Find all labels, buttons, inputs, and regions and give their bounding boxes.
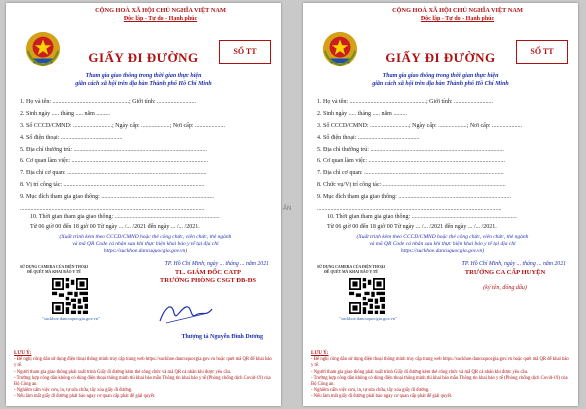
signatory-title: TRƯỞNG CA CẤP HUYỆN: [464, 269, 546, 276]
header-motto: Độc lập - Tự do - Hạnh phúc: [123, 16, 198, 22]
header-country: CỘNG HOÀ XÃ HỘI CHỦ NGHĨA VIỆT NAM: [95, 7, 226, 14]
handwritten-signature: [156, 299, 216, 327]
note-item: - Nếu làm mất giấy đi đường phải báo ngay cơ quan cấp phát để giải quyết.: [14, 394, 156, 400]
qr-caption: "suckhoe.dancuquocgia.gov.vn": [339, 316, 397, 321]
note-link: https://suckhoe.dancuquocgia.gov.vn): [103, 248, 188, 254]
travel-time-range[interactable]: Từ 06 giờ 00 đến 18 giờ 00 Từ ngày ... /... /2021 đến ngày ... /... /2021.: [30, 224, 200, 230]
document-sheet-left: [6, 3, 281, 406]
note-item: - Để nghị công dân sử dụng điện thoại thông minh truy cập trang web https://suckhoe.dancuquocgia.gov.vn hoặc quét mã QR để khai báo y tế.: [14, 357, 272, 369]
signatory-name: Thượng tá Nguyễn Đình Dương: [181, 334, 263, 340]
presentation-note: [325, 234, 560, 255]
note-item: - Người tham gia giao thông phải xuất trình Giấy đi đường kèm thẻ công chức và mã QR cá nhân khi được yêu cầu.: [311, 369, 529, 375]
qr-caption: "suckhoe.dancuquocgia.gov.vn": [42, 316, 100, 321]
note-item: - Nghiêm cấm việc cưu, in, tự sửa chữa, tẩy xóa giấy đi đường.: [14, 388, 133, 394]
field-id-number[interactable]: 3. Số CCCD/CMND: ..........................; Ngày cấp: ...................; Nơi cấp: ....................: [20, 122, 226, 129]
field-id-number[interactable]: 3. Số CCCD/CMND: ..........................; Ngày cấp: ...................; Nơi cấp: ....................: [317, 122, 523, 129]
document-title: GIẤY ĐI ĐƯỜNG: [88, 50, 199, 65]
serial-number-box: SỐ TT: [219, 40, 271, 64]
field-position[interactable]: 8. Chức vụ/Vị trí công tác: ..................................................................................: [317, 182, 506, 189]
note-item: - Trường hợp công dân không có dùng điện thoại thông minh thì khai báo mẫu Thông tin khai báo y tế (Phòng chống dịch Covid-19) của Bộ Công an.: [311, 375, 568, 388]
scan-label-line: SỬ DỤNG CAMERA CỦA ĐIỆN THOẠI: [316, 265, 386, 269]
field-purpose[interactable]: 9. Mục đích tham gia giao thông: ...........................................................................: [20, 194, 214, 201]
notes-section: [311, 351, 570, 401]
presentation-note: [28, 234, 263, 255]
qr-code-icon: [52, 278, 88, 314]
note-link: https://suckhoe.dancuquocgia.gov.vn): [400, 248, 485, 254]
signature-date: TP. Hồ Chí Minh, ngày ... tháng ... năm 2021: [461, 261, 566, 267]
document-title: GIẤY ĐI ĐƯỜNG: [385, 50, 496, 65]
note-line: và mã QR Code cá nhân sau khi thực hiện khai báo y tế tại địa chỉ: [369, 241, 516, 247]
travel-time-section: [30, 212, 271, 232]
field-workplace-address[interactable]: 7. Địa chỉ cơ quan: .............................................................................................: [317, 170, 504, 177]
between-mark: ẢN: [283, 206, 292, 212]
signatory-instruction: (ký tên, đóng dấu): [483, 285, 527, 291]
field-purpose[interactable]: 9. Mục đích tham gia giao thông: ...........................................................................: [317, 194, 511, 201]
qr-code-icon: [349, 278, 385, 314]
note-item: - Người tham gia giao thông phải xuất trình Giấy đi đường kèm thẻ công chức và mã QR cá nhân khi được yêu cầu.: [14, 369, 232, 375]
field-workplace[interactable]: 6. Cơ quan làm việc: ...........................................................................................: [20, 158, 208, 165]
note-item: - Để nghị công dân sử dụng điện thoại thông minh truy cập trang web https://suckhoe.dancuquocgia.gov.vn hoặc quét mã QR để khai báo y tế.: [311, 357, 569, 369]
document-subtitle: [323, 73, 558, 88]
subtitle-line: giãn cách xã hội trên địa bàn Thành phố Hồ Chí Minh: [75, 80, 212, 87]
subtitle-line: Tham gia giao thông trong thời gian thực hiện: [382, 73, 499, 79]
scan-label-line: ĐỂ QUÉT MÃ KHAI BÁO Y TẾ: [324, 270, 378, 274]
signatory-title-line: TL. GIÁM ĐỐC CATP: [174, 269, 242, 276]
national-header: [344, 7, 571, 23]
note-line: (Xuất trình kèm theo CCCD/CMND hoặc thẻ công chức, viên chức, thẻ ngành: [356, 234, 529, 240]
qr-scan-label: [14, 265, 94, 275]
note-line: (Xuất trình kèm theo CCCD/CMND hoặc thẻ công chức, viên chức, thẻ ngành: [59, 234, 232, 240]
header-country: CỘNG HOÀ XÃ HỘI CHỦ NGHĨA VIỆT NAM: [392, 7, 523, 14]
subtitle-line: Tham gia giao thông trong thời gian thực hiện: [85, 73, 202, 79]
form-fields: [317, 97, 568, 216]
field-permanent-address[interactable]: 5. Địa chỉ thường trú: .........................................................................................: [317, 146, 504, 153]
note-line: và mã QR Code cá nhân sau khi thực hiện khai báo y tế tại địa chỉ: [72, 241, 219, 247]
notes-heading: LƯU Ý:: [14, 351, 32, 356]
form-fields: [20, 97, 271, 216]
travel-time-section: [327, 212, 568, 232]
field-permanent-address[interactable]: 5. Địa chỉ thường trú: .........................................................................................: [20, 146, 207, 153]
qr-scan-label: [311, 265, 391, 275]
field-birth-date[interactable]: 2. Sinh ngày ..... tháng ..... năm .........: [20, 110, 110, 117]
header-motto: Độc lập - Tự do - Hạnh phúc: [420, 16, 495, 22]
notes-heading: LƯU Ý:: [311, 351, 329, 356]
national-header: [47, 7, 274, 23]
serial-number-box: SỐ TT: [516, 40, 568, 64]
field-phone[interactable]: 4. Số điện thoại: .........................................: [317, 134, 420, 141]
field-purpose-continued[interactable]: ...........................................................................................................................: [20, 206, 205, 213]
signatory-title: [143, 269, 273, 285]
scan-label-line: SỬ DỤNG CAMERA CỦA ĐIỆN THOẠI: [19, 265, 89, 269]
field-full-name[interactable]: 1. Họ và tên: ...................................................; Giới tính: ..........................: [20, 99, 197, 105]
field-full-name[interactable]: 1. Họ và tên: ...................................................; Giới tính: ..........................: [317, 99, 494, 105]
field-position[interactable]: 8. Vị trí công tác: ..............................................................................................: [20, 182, 205, 189]
field-birth-date[interactable]: 2. Sinh ngày ..... tháng ..... năm .........: [317, 110, 407, 117]
subtitle-line: giãn cách xã hội trên địa bàn Thành phố Hồ Chí Minh: [372, 80, 509, 87]
signature-date: TP. Hồ Chí Minh, ngày ... tháng ... năm 2021: [164, 261, 269, 267]
note-item: - Trường hợp công dân không có dùng điện thoại thông minh thì khai báo mẫu Thông tin khai báo y tế (Phòng chống dịch Covid-19) của Bộ Công an.: [14, 375, 271, 388]
travel-time-label[interactable]: 10. Thời gian tham gia giao thông: ......................................................................: [30, 214, 220, 220]
note-item: - Nghiêm cấm việc cưu, in, tự sửa chữa, tẩy xóa giấy đi đường.: [311, 388, 430, 394]
field-workplace[interactable]: 6. Cơ quan làm việc: ...........................................................................................: [317, 158, 505, 165]
field-workplace-address[interactable]: 7. Địa chỉ cơ quan: .............................................................................................: [20, 170, 207, 177]
note-item: - Nếu làm mất giấy đi đường phải báo ngay cơ quan cấp phát để giải quyết.: [311, 394, 453, 400]
field-purpose-continued[interactable]: ...........................................................................................................................: [317, 206, 502, 213]
travel-time-label[interactable]: 10. Thời gian tham gia giao thông: ......................................................................: [327, 214, 517, 220]
document-sheet-right: [303, 3, 578, 406]
field-phone[interactable]: 4. Số điện thoại: .........................................: [20, 134, 123, 141]
document-subtitle: [26, 73, 261, 88]
travel-time-range[interactable]: Từ 06 giờ 00 đến 18 giờ 00 Từ ngày ... /... /2021 đến ngày ... /... /2021.: [327, 224, 497, 230]
notes-section: [14, 351, 273, 401]
scan-label-line: ĐỂ QUÉT MÃ KHAI BÁO Y TẾ: [27, 270, 81, 274]
signatory-title-line: TRƯỞNG PHÒNG CSGT ĐB-ĐS: [159, 277, 257, 284]
